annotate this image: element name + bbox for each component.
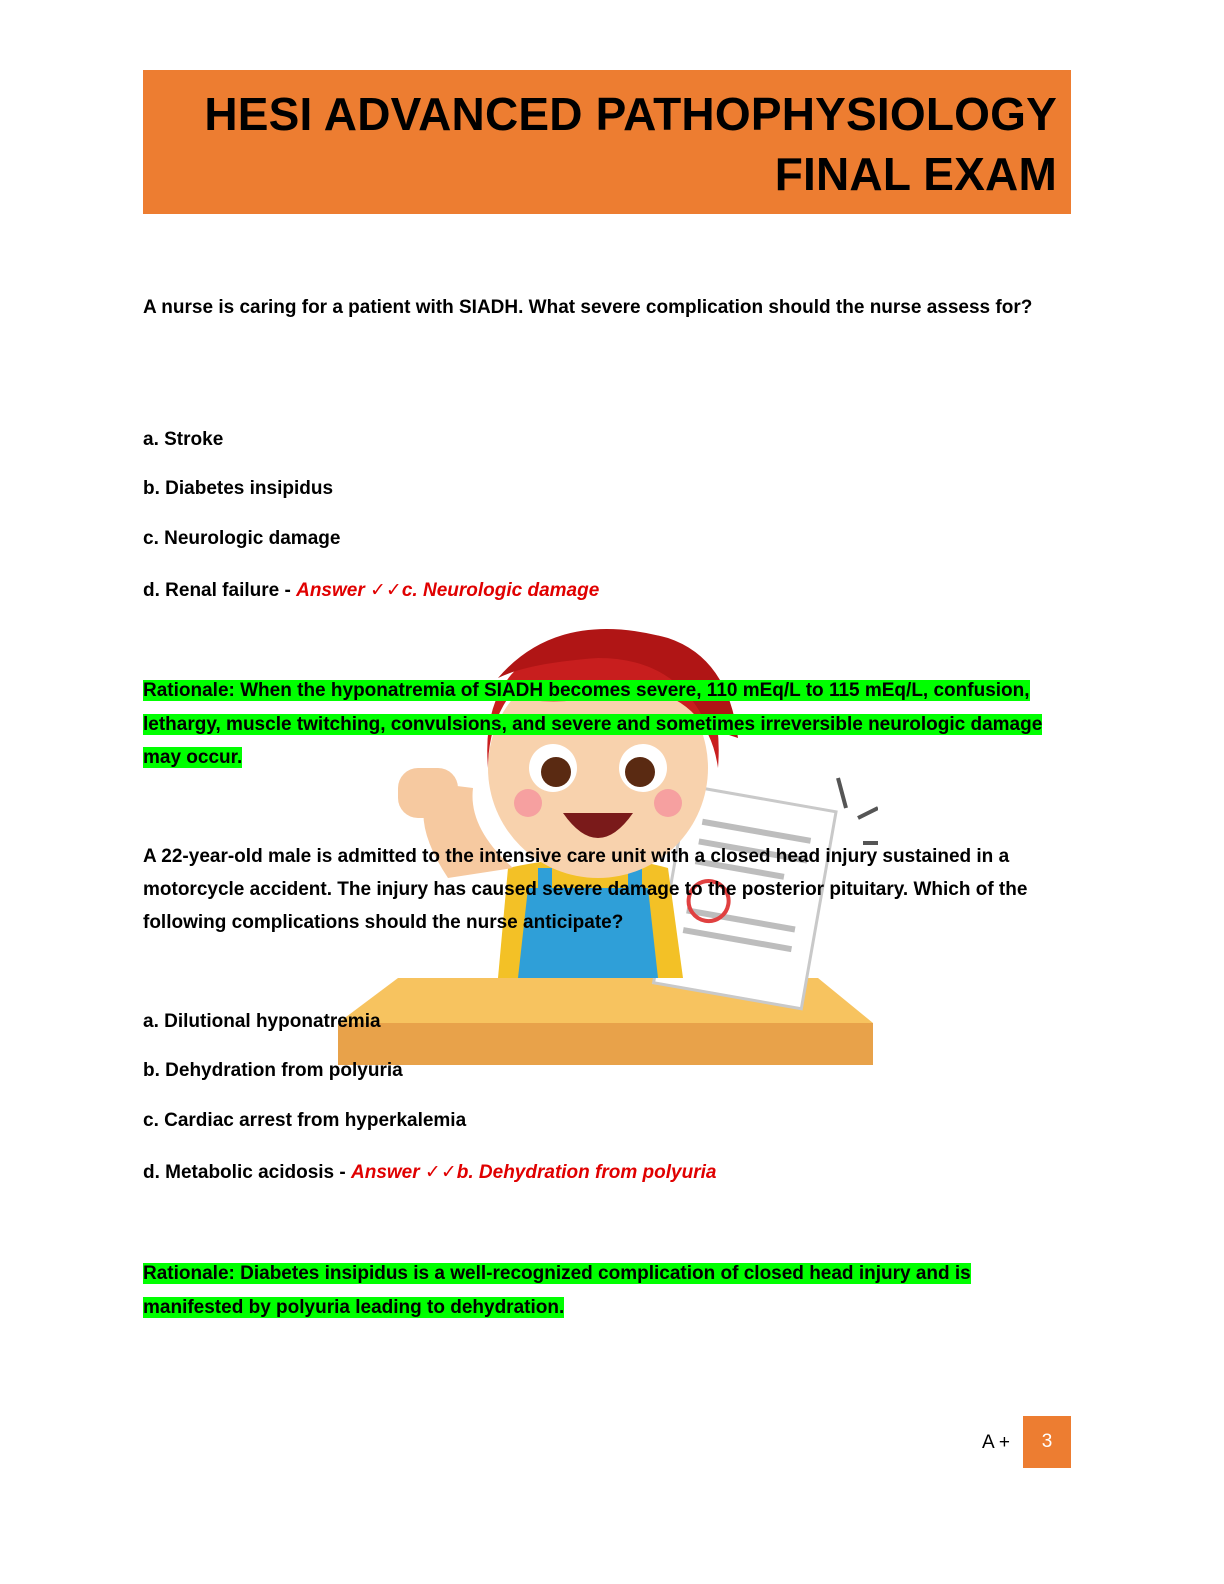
question-1-option-d-row (143, 578, 599, 604)
question-1-answer: Answer ✓✓c. Neurologic damage (296, 580, 600, 601)
question-1-option-c: c. Neurologic damage (143, 528, 341, 549)
title-banner (143, 70, 1071, 214)
question-1-rationale-block (143, 674, 1043, 775)
question-2-option-d-row (143, 1160, 716, 1186)
question-2-rationale-block (143, 1257, 1043, 1324)
question-1-option-a: a. Stroke (143, 429, 224, 450)
question-2-option-d: d. Metabolic acidosis - (143, 1162, 351, 1183)
question-2-option-c: c. Cardiac arrest from hyperkalemia (143, 1110, 467, 1131)
question-2-text: A 22-year-old male is admitted to the intensive care unit with a closed head injury sustained in a motorcycle accident. The injury has caused severe damage to the posterior pituitary. Which of the following complications should the nurse anticipate? (143, 846, 1028, 933)
question-1-rationale: Rationale: When the hyponatremia of SIADH becomes severe, 110 mEq/L to 115 mEq/L, confusion, lethargy, muscle twitching, convulsions, and severe and sometimes irreversible neurologic damage may occur. (143, 680, 1043, 768)
question-2-answer: Answer ✓✓b. Dehydration from polyuria (351, 1162, 717, 1183)
question-2-rationale: Rationale: Diabetes insipidus is a well-recognized complication of closed head injury and is manifested by polyuria leading to dehydration. (143, 1263, 971, 1318)
question-1-option-b: b. Diabetes insipidus (143, 478, 334, 499)
question-2-option-a: a. Dilutional hyponatremia (143, 1011, 381, 1032)
page-title-line-1: HESI ADVANCED PATHOPHYSIOLOGY (204, 88, 1057, 140)
page-number: 3 (1023, 1416, 1071, 1468)
question-2-option-b: b. Dehydration from polyuria (143, 1060, 403, 1081)
footer-grade-label: A + (982, 1432, 1010, 1453)
question-1-option-d: d. Renal failure - (143, 580, 297, 601)
page-title-line-2: FINAL EXAM (774, 148, 1057, 200)
question-1-text: A nurse is caring for a patient with SIADH. What severe complication should the nurse assess for? (143, 297, 1033, 318)
